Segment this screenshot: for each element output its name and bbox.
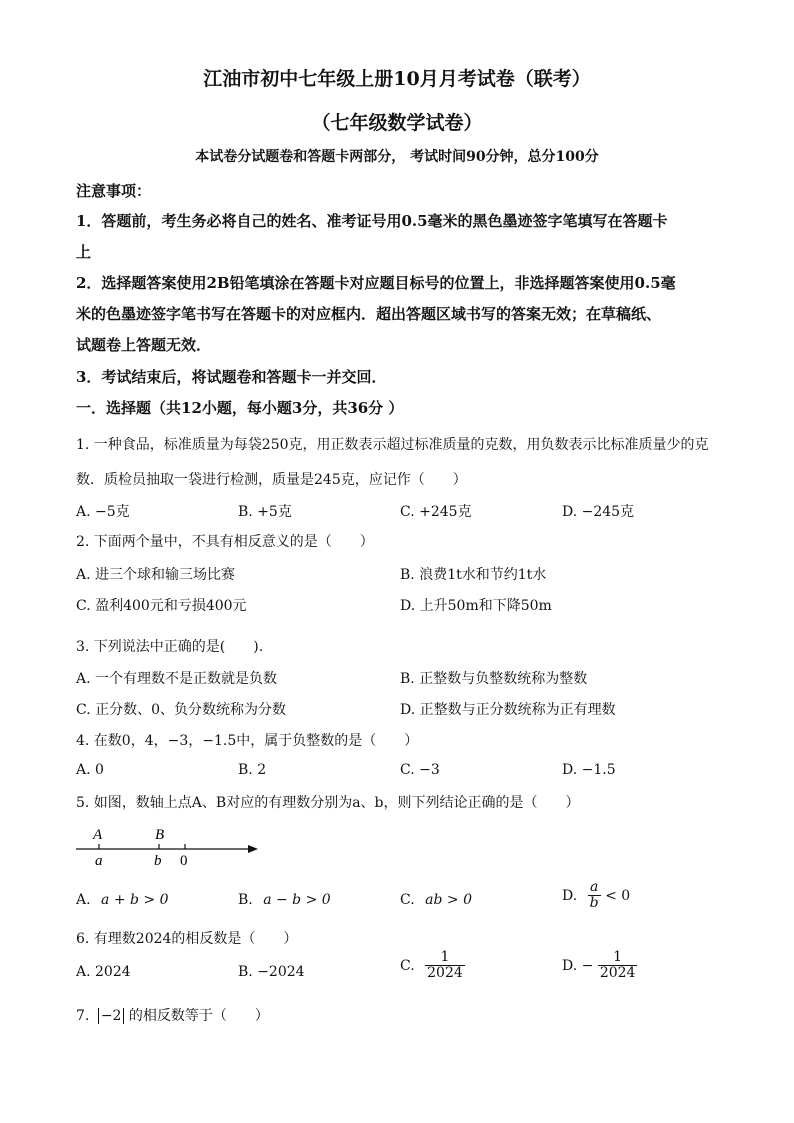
section-1-heading: 一．选择题（共12小题，每小题3分，共36分 ） — [76, 399, 404, 417]
q5-option-d-rest: < 0 — [605, 887, 631, 904]
q2-stem: 2. 下面两个量中，不具有相反意义的是（ ） — [76, 534, 374, 550]
q5-option-b-label: B. — [238, 892, 253, 908]
q5-option-b-expr: a − b > 0 — [263, 892, 331, 908]
value-label-a: a — [95, 853, 103, 869]
q6-option-c-denominator: 2024 — [427, 965, 463, 982]
number-line-figure — [72, 822, 272, 872]
q6-option-b: B. −2024 — [238, 964, 305, 980]
q5-option-d-numerator: a — [588, 880, 601, 896]
note-1-line-1: 1．答题前，考生务必将自己的姓名、准考证号用0.5毫米的黑色墨迹签字笔填写在答题卡 — [76, 212, 668, 230]
q6-option-c-label: C. — [400, 957, 415, 974]
note-3: 3．考试结束后，将试题卷和答题卡一并交回． — [76, 368, 387, 386]
note-2-line-1: 2．选择题答案使用2B铅笔填涂在答题卡对应题目标号的位置上，非选择题答案使用0.5毫 — [76, 274, 676, 292]
value-label-b: b — [154, 853, 162, 869]
q4-option-b: B. 2 — [238, 762, 267, 778]
q3-option-a: A. 一个有理数不是正数就是负数 — [76, 671, 278, 687]
notes-heading: 注意事项： — [76, 182, 152, 200]
point-label-A: A — [93, 827, 103, 843]
q6-option-c — [400, 950, 465, 982]
q1-stem-line-1: 1. 一种食品，标准质量为每袋250克，用正数表示超过标准质量的克数，用负数表示比标准质量少的克 — [76, 437, 709, 453]
q6-option-d-denominator: 2024 — [599, 965, 636, 982]
q4-option-a: A. 0 — [76, 762, 104, 778]
q1-option-c: C. +245克 — [400, 504, 472, 520]
point-label-B: B — [155, 827, 165, 843]
q2-option-d: D. 上升50m和下降50m — [400, 598, 552, 614]
q6-option-d-numerator: 1 — [598, 950, 638, 966]
q5-option-a-label: A. — [76, 892, 91, 908]
q5-option-d — [562, 880, 630, 912]
note-1-line-2: 上 — [76, 243, 92, 261]
q3-option-c: C. 正分数、0、负分数统称为分数 — [76, 702, 287, 718]
q5-option-d-denominator: b — [589, 895, 599, 912]
q2-option-a: A. 进三个球和输三场比赛 — [76, 567, 236, 583]
q5-stem: 5. 如图，数轴上点A、B对应的有理数分别为a、b，则下列结论正确的是（ ） — [76, 795, 580, 811]
q3-stem: 3. 下列说法中正确的是( ). — [76, 639, 264, 655]
q7-number: 7. — [76, 1008, 90, 1024]
q5-option-c — [400, 892, 472, 908]
q6-option-c-numerator: 1 — [425, 950, 465, 966]
q2-option-b: B. 浪费1t水和节约1t水 — [400, 567, 547, 583]
q5-option-c-expr: ab > 0 — [425, 892, 472, 908]
q5-option-d-fraction — [588, 880, 601, 912]
q1-stem-line-2: 数．质检员抽取一袋进行检测，质量是245克，应记作（ ） — [76, 472, 467, 488]
q6-stem: 6. 有理数2024的相反数是（ ） — [76, 931, 298, 947]
q7-absolute-value: −2 — [98, 1008, 125, 1024]
q2-option-c: C. 盈利400元和亏损400元 — [76, 598, 247, 614]
q7-stem-rest: 的相反数等于（ ） — [128, 1008, 269, 1024]
note-2-line-3: 试题卷上答题无效． — [76, 336, 212, 354]
q7-stem — [76, 1005, 269, 1025]
q6-option-d — [562, 950, 637, 982]
number-line-arrow — [248, 845, 258, 853]
q5-option-b — [238, 892, 331, 908]
exam-subtitle: （七年级数学试卷） — [311, 112, 483, 134]
q6-option-d-label: D. − — [562, 957, 594, 974]
q3-option-b: B. 正整数与负整数统称为整数 — [400, 671, 588, 687]
q5-option-a-expr: a + b > 0 — [101, 892, 169, 908]
q6-option-c-fraction — [425, 950, 465, 982]
q1-option-d: D. −245克 — [562, 504, 635, 520]
q6-option-d-fraction — [598, 950, 638, 982]
q1-option-a: A. −5克 — [76, 504, 130, 520]
note-2-line-2: 米的色墨迹签字笔书写在答题卡的对应框内．超出答题区域书写的答案无效；在草稿纸、 — [76, 305, 662, 323]
q1-option-b: B. +5克 — [238, 504, 292, 520]
q4-option-c: C. −3 — [400, 762, 440, 778]
value-label-zero: 0 — [180, 853, 188, 869]
q5-option-d-label: D. — [562, 887, 578, 904]
exam-info: 本试卷分试题卷和答题卡两部分， 考试时间90分钟，总分100分 — [195, 149, 599, 165]
q5-option-c-label: C. — [400, 892, 415, 908]
q3-option-d: D. 正整数与正分数统称为正有理数 — [400, 702, 616, 718]
q5-option-a — [76, 892, 169, 908]
q6-option-a: A. 2024 — [76, 964, 131, 980]
exam-title: 江油市初中七年级上册10月月考试卷（联考） — [203, 68, 591, 90]
q4-option-d: D. −1.5 — [562, 762, 616, 778]
q4-stem: 4. 在数0，4，−3，−1.5中，属于负整数的是（ ） — [76, 733, 419, 749]
